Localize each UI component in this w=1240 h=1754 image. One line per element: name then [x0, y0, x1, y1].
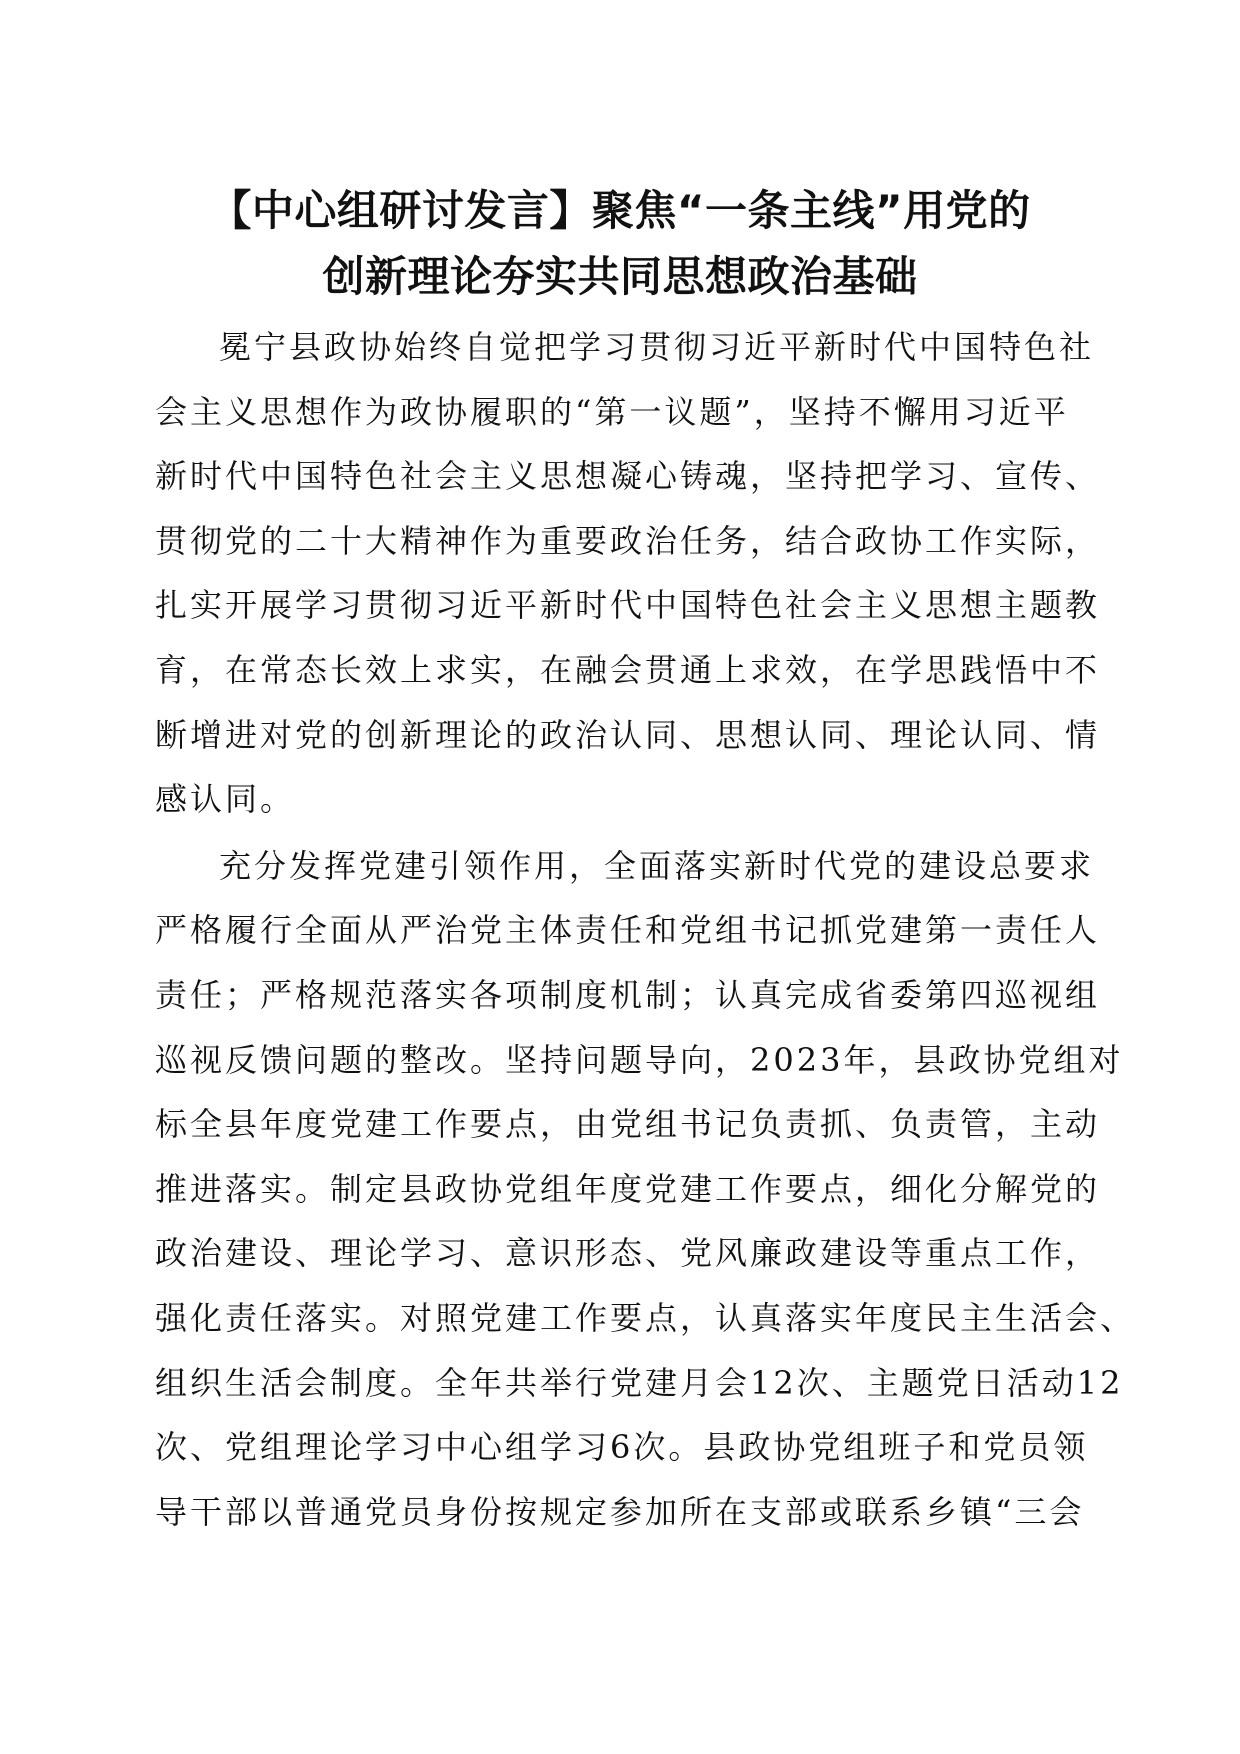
paragraph-line: 标全县年度党建工作要点，由党组书记负责抓、负责管，主动 — [155, 1105, 1101, 1144]
paragraph-line: 育，在常态长效上求实，在融会贯通上求效，在学思践悟中不 — [155, 650, 1101, 689]
paragraph-line: 冕宁县政协始终自觉把学习贯彻习近平新时代中国特色社 — [219, 328, 1095, 366]
paragraph-line: 贯彻党的二十大精神作为重要政治任务，结合政协工作实际， — [155, 521, 1101, 560]
paragraph-line: 政治建设、理论学习、意识形态、党风廉政建设等重点工作， — [155, 1234, 1101, 1273]
paragraph-line: 严格履行全面从严治党主体责任和党组书记抓党建第一责任人 — [155, 911, 1101, 950]
document-title — [130, 178, 1110, 310]
title-line-1: 【中心组研讨发言】聚焦“一条主线”用党的 — [209, 186, 1031, 235]
paragraph-line: 充分发挥党建引领作用，全面落实新时代党的建设总要求 — [219, 846, 1095, 885]
paragraph-line: 责任；严格规范落实各项制度机制；认真完成省委第四巡视组 — [155, 975, 1101, 1014]
paragraph-line: 感认同。 — [155, 780, 296, 819]
paragraph-line: 组织生活会制度。全年共举行党建月会12次、主题党日活动12 — [155, 1363, 1124, 1402]
paragraph-2 — [155, 834, 1136, 1545]
paragraph-line: 断增进对党的创新理论的政治认同、思想认同、理论认同、情 — [155, 715, 1101, 754]
document-body — [155, 315, 1136, 1546]
paragraph-1 — [155, 315, 1101, 832]
paragraph-line: 新时代中国特色社会主义思想凝心铸魂，坚持把学习、宣传、 — [155, 457, 1101, 496]
paragraph-line: 会主义思想作为政协履职的“第一议题”，坚持不懈用习近平 — [155, 392, 1069, 431]
paragraph-line: 推进落实。制定县政协党组年度党建工作要点，细化分解党的 — [155, 1169, 1101, 1208]
paragraph-line: 扎实开展学习贯彻习近平新时代中国特色社会主义思想主题教 — [155, 586, 1101, 625]
paragraph-line: 强化责任落实。对照党建工作要点，认真落实年度民主生活会、 — [155, 1298, 1136, 1337]
paragraph-line: 导干部以普通党员身份按规定参加所在支部或联系乡镇“三会 — [155, 1492, 1085, 1531]
paragraph-line: 巡视反馈问题的整改。坚持问题导向，2023年，县政协党组对 — [155, 1040, 1124, 1079]
title-line-2: 创新理论夯实共同思想政治基础 — [322, 252, 918, 301]
paragraph-line: 次、党组理论学习中心组学习6次。县政协党组班子和党员领 — [155, 1428, 1089, 1467]
